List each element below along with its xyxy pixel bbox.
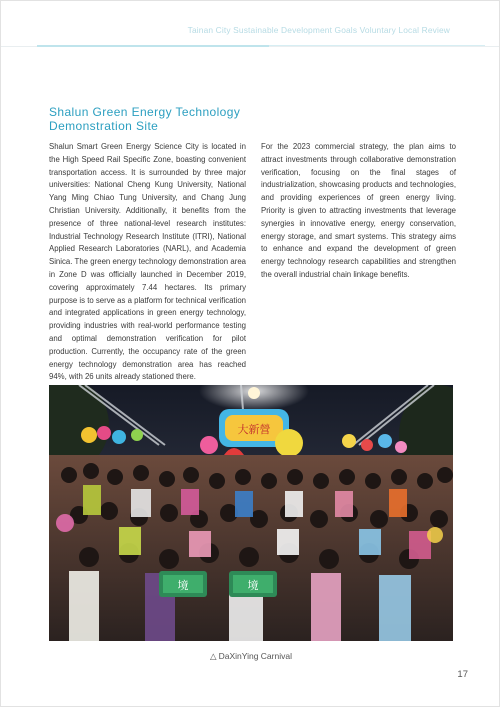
balloon-text: 大新營 <box>237 423 271 436</box>
caption-marker-icon: △ <box>210 651 217 661</box>
section-title <box>49 105 240 133</box>
sign-right-text: 境 <box>247 579 259 592</box>
photo-caption <box>1 651 500 662</box>
caption-text: DaXinYing Carnival <box>218 651 292 661</box>
section-title-line2: Demonstration Site <box>49 119 159 133</box>
running-header: Tainan City Sustainable Development Goals Voluntary Local Review <box>187 25 450 35</box>
sign-left-text: 境 <box>177 579 189 592</box>
page-number: 17 <box>457 669 468 680</box>
carnival-photo <box>49 385 453 641</box>
section-title-line1: Shalun Green Energy Technology <box>49 105 241 119</box>
body-column-right: For the 2023 commercial strategy, the plan aims to attract investments through collaborative demonstration verification, focusing on the final stages of industrialization, showcasing products and technologies, and providing experiences of green energy living. Priority is given to attracting investments that leverage synergies in innovative energy, energy conservation, energy storage, and smart systems. This strategy aims to enhance and expand the development of green energy technology research capabilities and strengthen the overall industrial chain linkage benefits. <box>261 142 456 279</box>
header-accent-bar-secondary <box>269 45 485 46</box>
header-accent-bar <box>37 45 269 47</box>
body-column-left: Shalun Smart Green Energy Science City is located in the High Speed Rail Specific Zone, boasting convenient transportation access. It is surrounded by three major universities: National Cheng Kung University, National Yang Ming Chiao Tung University, and Chang Jung Christian University. Additionally, it benefits from the presence of three national-level research institutes: Industrial Technology Research Institute (ITRI), National Applied Research Laboratories (NARL), and Academia Sinica. The green energy technology demonstration area in Zone D was officially launched in December 2019, covering approximately 7.44 hectares. Its primary purpose is to serve as a platform for technical verification and integrated applications in green energy technology, providing industries with real-world performance testing and optimal demonstration verification for pilot production. Currently, the occupancy rate of the green energy technology demonstration area has reached 94%, with 26 units already stationed there. <box>49 142 246 382</box>
